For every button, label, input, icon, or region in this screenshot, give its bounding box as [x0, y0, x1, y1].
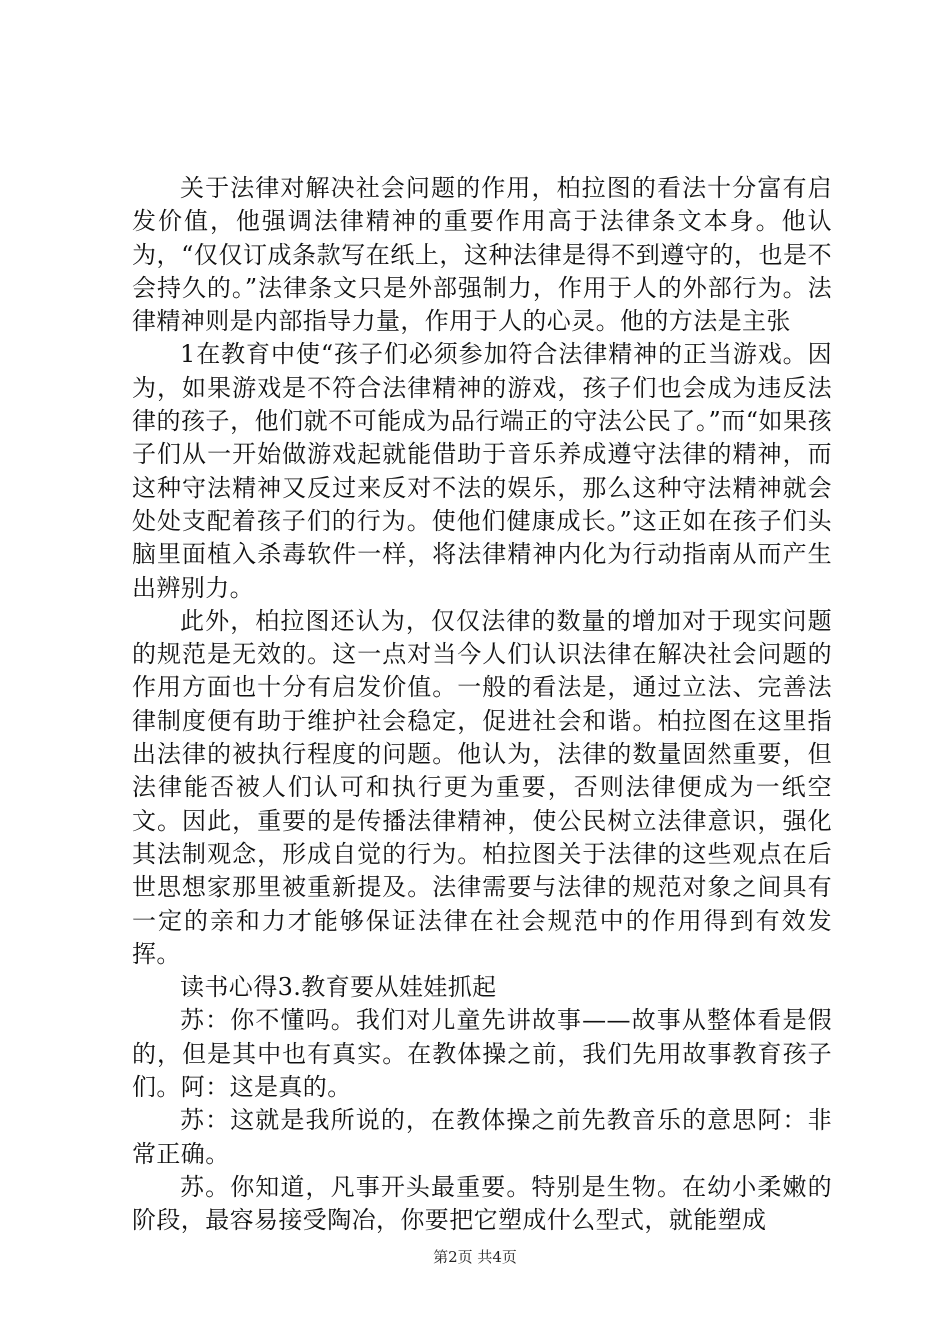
- paragraph-law-spirit: 关于法律对解决社会问题的作用，柏拉图的看法十分富有启发价值，他强调法律精神的重要作用高于法律条文本身。他认为，“仅仅订成条款写在纸上，这种法律是得不到遵守的，也是不会持久的。”法律条文只是外部强制力，作用于人的外部行为。法律精神则是内部指导力量，作用于人的心灵。他的方法是主张: [132, 174, 832, 336]
- paragraph-education-games: 1在教育中使“孩子们必须参加符合法律精神的正当游戏。因为，如果游戏是不符合法律精神的游戏，孩子们也会成为违反法律的孩子，他们就不可能成为品行端正的守法公民了。”而“如果孩子们从一开始做游戏起就能借助于音乐养成遵守法律的精神，而这种守法精神又反过来反对不法的娱乐，那么这种守法精神就会处处支配着孩子们的行为。使他们健康成长。”这正如在孩子们头脑里面植入杀毒软件一样，将法律精神内化为行动指南从而产生出辨别力。: [132, 340, 832, 602]
- dialogue-line-3: 苏。你知道，凡事开头最重要。特别是生物。在幼小柔嫩的阶段，最容易接受陶冶，你要把它塑成什么型式，就能塑成: [132, 1172, 832, 1235]
- section-heading: 读书心得3.教育要从娃娃抓起: [180, 973, 497, 1002]
- page-number: 第2页 共4页: [433, 1248, 517, 1266]
- dialogue-line-2: 苏：这就是我所说的，在教体操之前先教音乐的意思阿：非常正确。: [132, 1106, 832, 1168]
- body-text: [132, 172, 832, 1238]
- paragraph-law-quantity: 此外，柏拉图还认为，仅仅法律的数量的增加对于现实问题的规范是无效的。这一点对当今人们认识法律在解决社会问题的作用方面也十分有启发价值。一般的看法是，通过立法、完善法律制度便有助于维护社会稳定，促进社会和谐。柏拉图在这里指出法律的被执行程度的问题。他认为，法律的数量固然重要，但法律能否被人们认可和执行更为重要，否则法律便成为一纸空文。因此，重要的是传播法律精神，使公民树立法律意识，强化其法制观念，形成自觉的行为。柏拉图关于法律的这些观点在后世思想家那里被重新提及。法律需要与法律的规范对象之间具有一定的亲和力才能够保证法律在社会规范中的作用得到有效发挥。: [132, 606, 832, 968]
- dialogue-line-1: 苏：你不懂吗。我们对儿童先讲故事——故事从整体看是假的，但是其中也有真实。在教体操之前，我们先用故事教育孩子们。阿：这是真的。: [132, 1006, 832, 1102]
